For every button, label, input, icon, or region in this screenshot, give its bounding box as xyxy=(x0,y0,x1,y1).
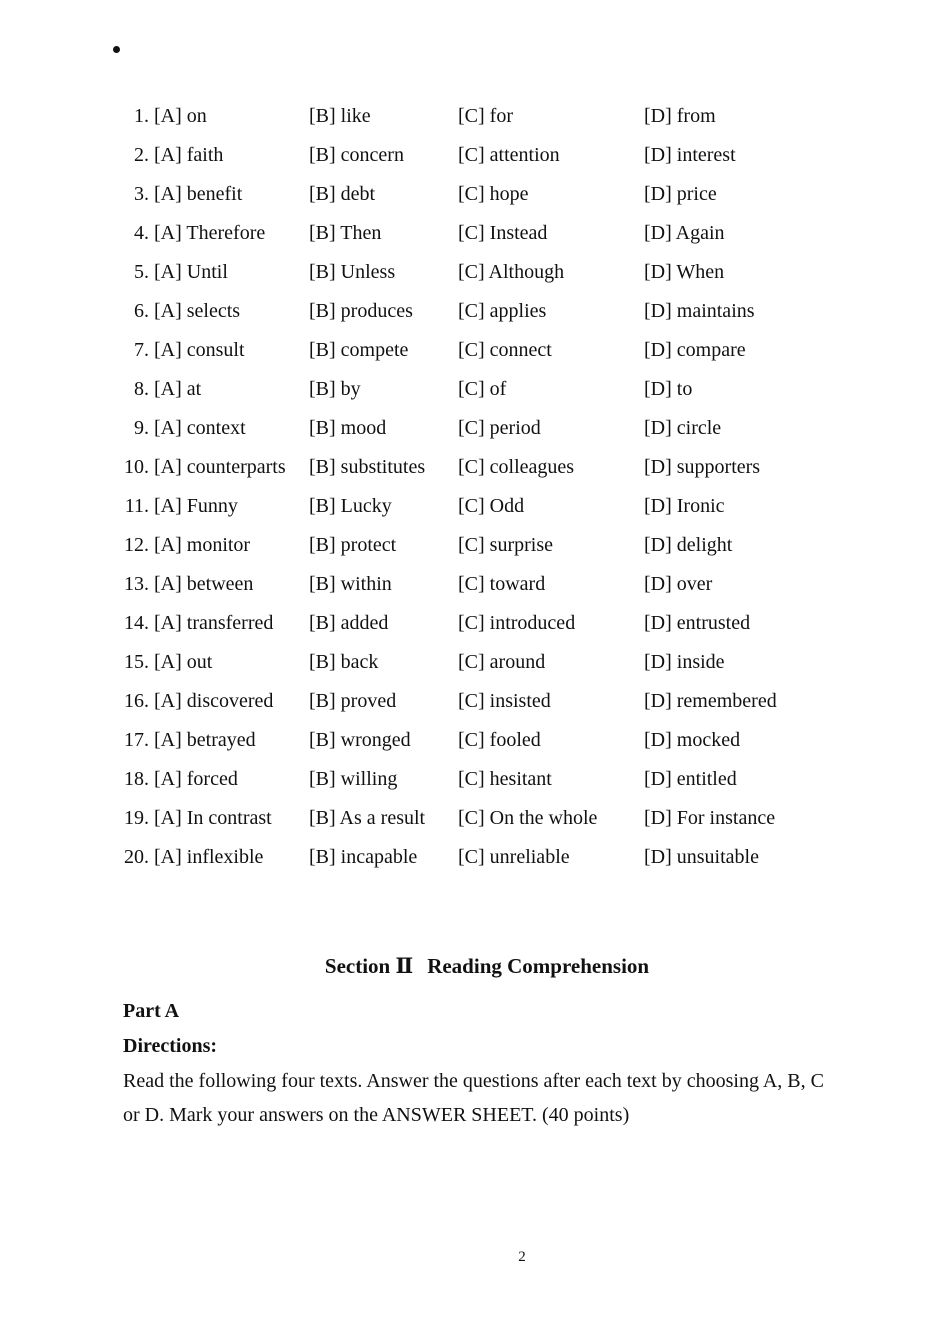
option-d: [D] to xyxy=(644,378,693,400)
option-c: [C] for xyxy=(458,105,513,127)
option-b: [B] by xyxy=(309,378,361,400)
option-a: [A] context xyxy=(154,417,246,439)
option-c: [C] Although xyxy=(458,261,565,283)
option-c: [C] hope xyxy=(458,183,529,205)
option-d: [D] remembered xyxy=(644,690,777,712)
option-a: [A] inflexible xyxy=(154,846,264,868)
question-number: 10. xyxy=(124,456,149,478)
question-number: 3. xyxy=(134,183,149,205)
option-c: [C] insisted xyxy=(458,690,551,712)
option-d: [D] For instance xyxy=(644,807,776,829)
question-number: 16. xyxy=(124,690,149,712)
question-number: 13. xyxy=(124,573,149,595)
option-c: [C] unreliable xyxy=(458,846,570,868)
question-number: 6. xyxy=(134,300,149,322)
question-row xyxy=(0,177,950,216)
option-a: [A] In contrast xyxy=(154,807,272,829)
option-c: [C] hesitant xyxy=(458,768,552,790)
option-a: [A] monitor xyxy=(154,534,251,556)
option-b: [B] compete xyxy=(309,339,409,361)
option-d: [D] entrusted xyxy=(644,612,751,634)
option-b: [B] like xyxy=(309,105,371,127)
question-row xyxy=(0,801,950,840)
option-d: [D] interest xyxy=(644,144,736,166)
option-a: [A] transferred xyxy=(154,612,274,634)
question-number: 14. xyxy=(124,612,149,634)
option-c: [C] surprise xyxy=(458,534,553,556)
option-d: [D] entitled xyxy=(644,768,737,790)
option-c: [C] colleagues xyxy=(458,456,575,478)
option-d: [D] unsuitable xyxy=(644,846,759,868)
option-a: [A] out xyxy=(154,651,213,673)
question-row xyxy=(0,762,950,801)
option-d: [D] inside xyxy=(644,651,725,673)
option-c: [C] attention xyxy=(458,144,560,166)
question-row xyxy=(0,528,950,567)
section-numeral: Ⅱ xyxy=(395,954,414,978)
option-c: [C] Odd xyxy=(458,495,525,517)
option-d: [D] circle xyxy=(644,417,722,439)
question-number: 4. xyxy=(134,222,149,244)
option-d: [D] compare xyxy=(644,339,746,361)
option-c: [C] toward xyxy=(458,573,546,595)
question-number: 19. xyxy=(124,807,149,829)
question-number: 20. xyxy=(124,846,149,868)
option-b: [B] within xyxy=(309,573,392,595)
option-c: [C] Instead xyxy=(458,222,548,244)
question-number: 12. xyxy=(124,534,149,556)
option-d: [D] price xyxy=(644,183,717,205)
option-c: [C] fooled xyxy=(458,729,541,751)
option-c: [C] period xyxy=(458,417,541,439)
page-number: 2 xyxy=(518,1249,526,1265)
question-number: 15. xyxy=(124,651,149,673)
question-number: 8. xyxy=(134,378,149,400)
option-a: [A] betrayed xyxy=(154,729,256,751)
option-a: [A] at xyxy=(154,378,202,400)
option-a: [A] Until xyxy=(154,261,228,283)
option-c: [C] around xyxy=(458,651,546,673)
question-row xyxy=(0,216,950,255)
option-b: [B] produces xyxy=(309,300,413,322)
bullet-point xyxy=(113,46,120,53)
question-number: 11. xyxy=(124,495,149,517)
option-b: [B] willing xyxy=(309,768,398,790)
question-row xyxy=(0,99,950,138)
option-a: [A] selects xyxy=(154,300,241,322)
question-row xyxy=(0,255,950,294)
option-b: [B] concern xyxy=(309,144,404,166)
option-b: [B] As a result xyxy=(309,807,426,829)
option-b: [B] mood xyxy=(309,417,387,439)
option-b: [B] Lucky xyxy=(309,495,392,517)
part-heading: Part A xyxy=(123,1000,180,1022)
question-number: 18. xyxy=(124,768,149,790)
option-b: [B] added xyxy=(309,612,389,634)
question-row xyxy=(0,645,950,684)
section-heading xyxy=(0,953,950,979)
option-c: [C] introduced xyxy=(458,612,576,634)
option-b: [B] Then xyxy=(309,222,382,244)
question-number: 2. xyxy=(134,144,149,166)
option-b: [B] back xyxy=(309,651,379,673)
question-row xyxy=(0,450,950,489)
option-c: [C] of xyxy=(458,378,507,400)
question-row xyxy=(0,294,950,333)
directions-label: Directions: xyxy=(123,1035,218,1057)
option-a: [A] Funny xyxy=(154,495,238,517)
option-b: [B] proved xyxy=(309,690,397,712)
option-d: [D] Ironic xyxy=(644,495,725,517)
option-d: [D] Again xyxy=(644,222,725,244)
question-row xyxy=(0,723,950,762)
option-b: [B] Unless xyxy=(309,261,396,283)
option-d: [D] over xyxy=(644,573,713,595)
option-b: [B] wronged xyxy=(309,729,411,751)
option-c: [C] connect xyxy=(458,339,552,361)
section-name: Reading Comprehension xyxy=(427,954,650,978)
question-row xyxy=(0,372,950,411)
option-a: [A] faith xyxy=(154,144,224,166)
question-number: 7. xyxy=(134,339,149,361)
question-row xyxy=(0,138,950,177)
option-d: [D] maintains xyxy=(644,300,755,322)
option-b: [B] protect xyxy=(309,534,397,556)
option-b: [B] incapable xyxy=(309,846,418,868)
question-row xyxy=(0,567,950,606)
option-c: [C] applies xyxy=(458,300,547,322)
question-number: 1. xyxy=(134,105,149,127)
option-d: [D] supporters xyxy=(644,456,761,478)
question-row xyxy=(0,606,950,645)
option-b: [B] substitutes xyxy=(309,456,426,478)
option-d: [D] from xyxy=(644,105,716,127)
question-row xyxy=(0,411,950,450)
option-a: [A] benefit xyxy=(154,183,243,205)
option-a: [A] discovered xyxy=(154,690,274,712)
section-label: Section xyxy=(324,954,391,978)
option-a: [A] Therefore xyxy=(154,222,266,244)
question-number: 17. xyxy=(124,729,149,751)
option-a: [A] consult xyxy=(154,339,245,361)
cloze-options-list xyxy=(0,99,950,879)
question-number: 9. xyxy=(134,417,149,439)
question-number: 5. xyxy=(134,261,149,283)
question-row xyxy=(0,489,950,528)
directions-text: Read the following four texts. Answer the questions after each text by choosing A, B, C or D. Mark your answers on the ANSWER SHEET. (40 points) xyxy=(123,1070,824,1126)
option-a: [A] forced xyxy=(154,768,238,790)
option-a: [A] between xyxy=(154,573,254,595)
option-a: [A] counterparts xyxy=(154,456,286,478)
option-c: [C] On the whole xyxy=(458,807,598,829)
option-d: [D] mocked xyxy=(644,729,741,751)
option-d: [D] When xyxy=(644,261,725,283)
option-b: [B] debt xyxy=(309,183,376,205)
option-d: [D] delight xyxy=(644,534,733,556)
question-row xyxy=(0,333,950,372)
question-row xyxy=(0,684,950,723)
question-row xyxy=(0,840,950,879)
option-a: [A] on xyxy=(154,105,207,127)
